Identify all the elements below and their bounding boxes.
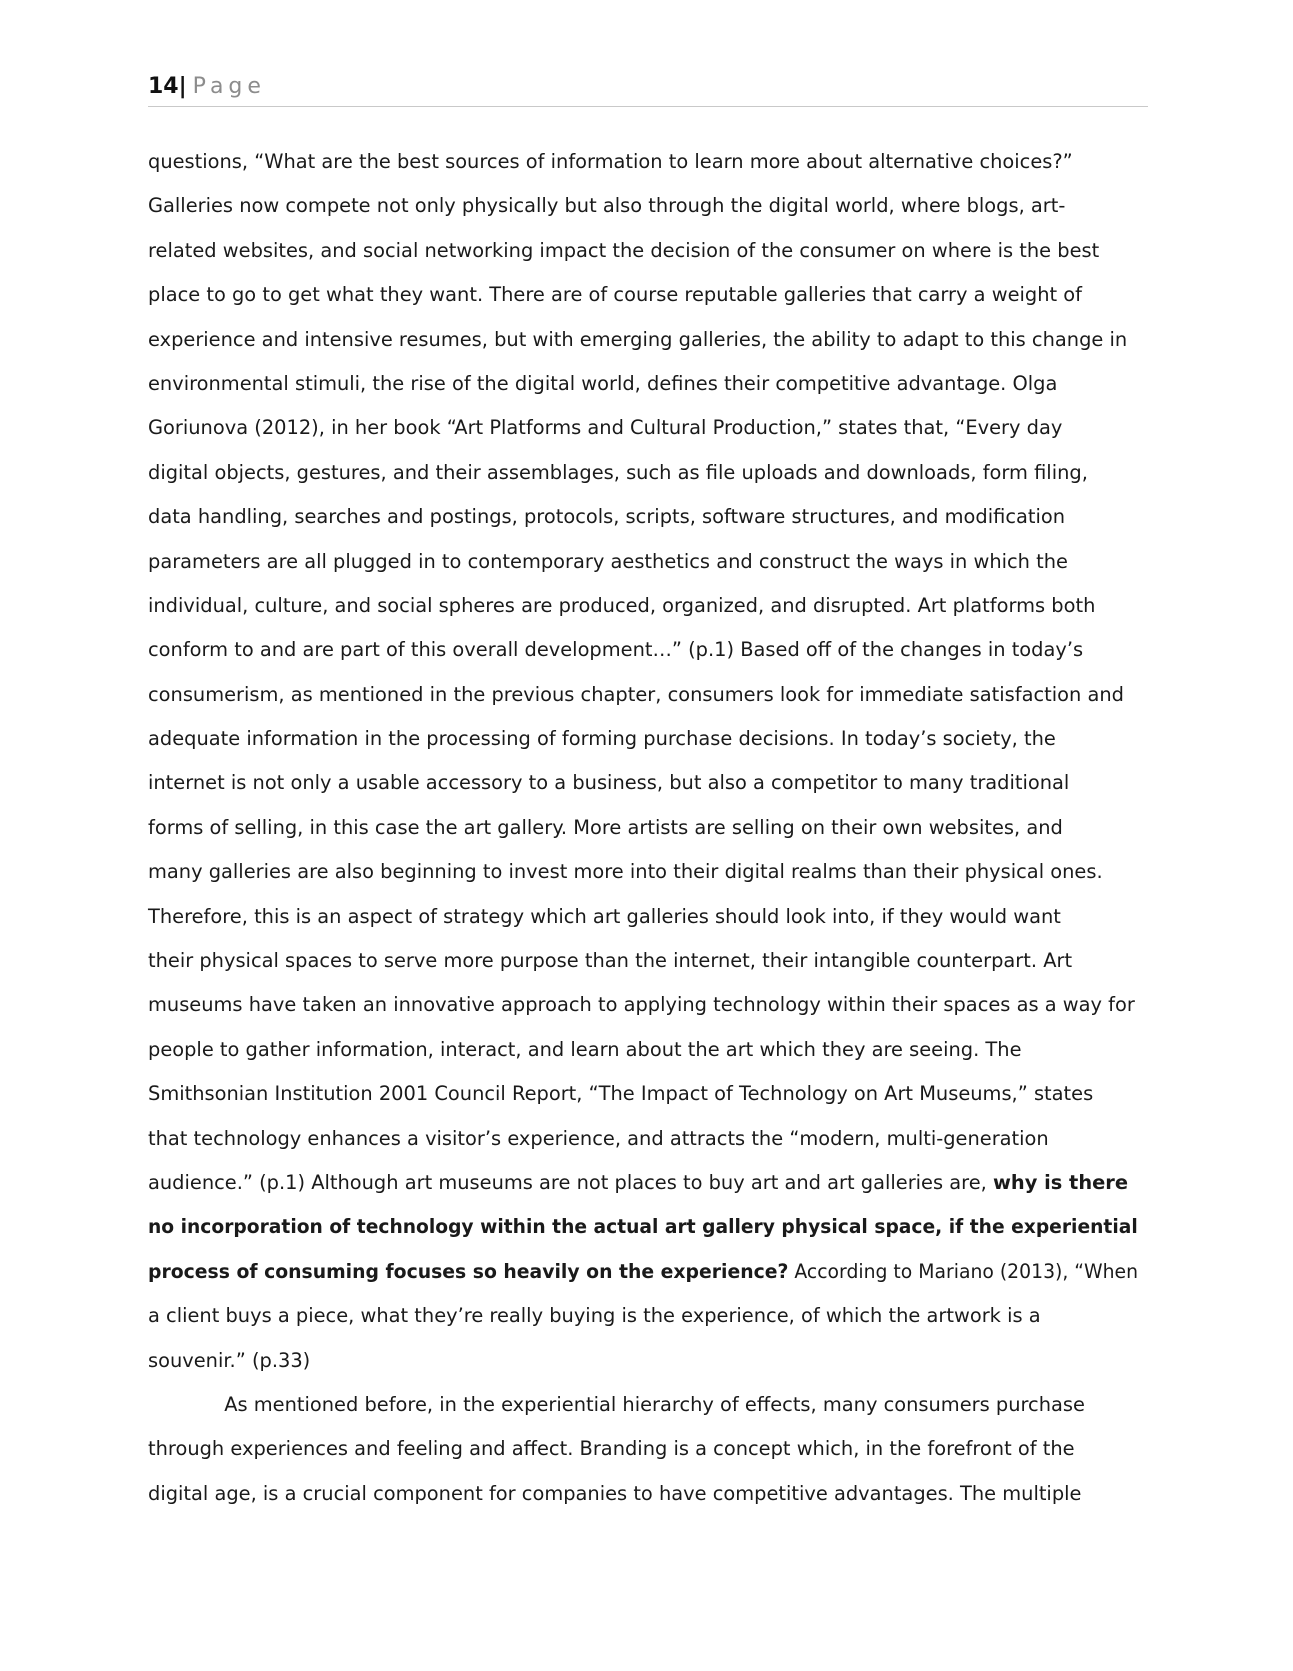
text-line-mixed <box>148 1161 1138 1205</box>
text-line: through experiences and feeling and affect. Branding is a concept which, in the forefront of the <box>148 1437 1075 1461</box>
text-line: people to gather information, interact, and learn about the art which they are seeing. The <box>148 1037 1022 1061</box>
text-line: Goriunova (2012), in her book “Art Platforms and Cultural Production,” states that, “Every day <box>148 416 1063 440</box>
bold-question: why is there <box>992 1170 1129 1194</box>
text-line: related websites, and social networking impact the decision of the consumer on where is the best <box>148 238 1100 262</box>
text-line: many galleries are also beginning to invest more into their digital realms than their physical ones. <box>148 860 1103 884</box>
text-line: conform to and are part of this overall development…” (p.1) Based off of the changes in today’s <box>148 638 1084 662</box>
text-line: souvenir.” (p.33) <box>148 1348 311 1372</box>
bold-question: process of consuming focuses so heavily on the experience? <box>148 1259 789 1283</box>
text-line: questions, “What are the best sources of information to learn more about alternative choices?” <box>148 150 1073 173</box>
body-text <box>148 140 1148 1516</box>
text-line: digital age, is a crucial component for companies to have competitive advantages. The multiple <box>148 1481 1082 1505</box>
page-number: 14 <box>148 74 179 99</box>
text-line: museums have taken an innovative approach to applying technology within their spaces as a way for <box>148 993 1135 1017</box>
text-line-mixed <box>148 1250 1139 1294</box>
bold-question-line: no incorporation of technology within the actual art gallery physical space, if the experiential <box>148 1215 1138 1239</box>
plain-text: audience.” (p.1) Although art museums are not places to buy art and art galleries are, <box>148 1170 993 1194</box>
text-line: parameters are all plugged in to contemporary aesthetics and construct the ways in which the <box>148 549 1068 573</box>
text-line: consumerism, as mentioned in the previous chapter, consumers look for immediate satisfaction and <box>148 682 1124 706</box>
paragraph-start-line: As mentioned before, in the experiential hierarchy of effects, many consumers purchase <box>224 1392 1085 1416</box>
text-line: Therefore, this is an aspect of strategy which art galleries should look into, if they would want <box>148 904 1061 928</box>
text-line: experience and intensive resumes, but with emerging galleries, the ability to adapt to this change in <box>148 327 1128 351</box>
text-line: a client buys a piece, what they’re really buying is the experience, of which the artwork is a <box>148 1304 1041 1328</box>
text-line: individual, culture, and social spheres are produced, organized, and disrupted. Art platforms both <box>148 593 1096 617</box>
text-line: internet is not only a usable accessory to a business, but also a competitor to many traditional <box>148 771 1070 795</box>
text-line: data handling, searches and postings, protocols, scripts, software structures, and modification <box>148 505 1066 529</box>
text-line: environmental stimuli, the rise of the digital world, defines their competitive advantage. Olga <box>148 371 1058 395</box>
page-label: Page <box>192 74 266 99</box>
page-header <box>148 72 1148 107</box>
text-line: Smithsonian Institution 2001 Council Report, “The Impact of Technology on Art Museums,” states <box>148 1082 1094 1106</box>
text-line: their physical spaces to serve more purpose than the internet, their intangible counterpart. Art <box>148 949 1073 973</box>
text-line: digital objects, gestures, and their assemblages, such as file uploads and downloads, form filing, <box>148 460 1088 484</box>
text-line: place to go to get what they want. There are of course reputable galleries that carry a weight of <box>148 283 1082 307</box>
plain-text: According to Mariano (2013), “When <box>788 1259 1139 1283</box>
text-line: forms of selling, in this case the art gallery. More artists are selling on their own websites, and <box>148 815 1063 839</box>
header-separator: | <box>178 74 187 99</box>
text-line: Galleries now compete not only physically but also through the digital world, where blogs, art- <box>148 194 1066 218</box>
text-line: that technology enhances a visitor’s experience, and attracts the “modern, multi-generation <box>148 1126 1049 1150</box>
text-line: adequate information in the processing of forming purchase decisions. In today’s society, the <box>148 727 1056 751</box>
